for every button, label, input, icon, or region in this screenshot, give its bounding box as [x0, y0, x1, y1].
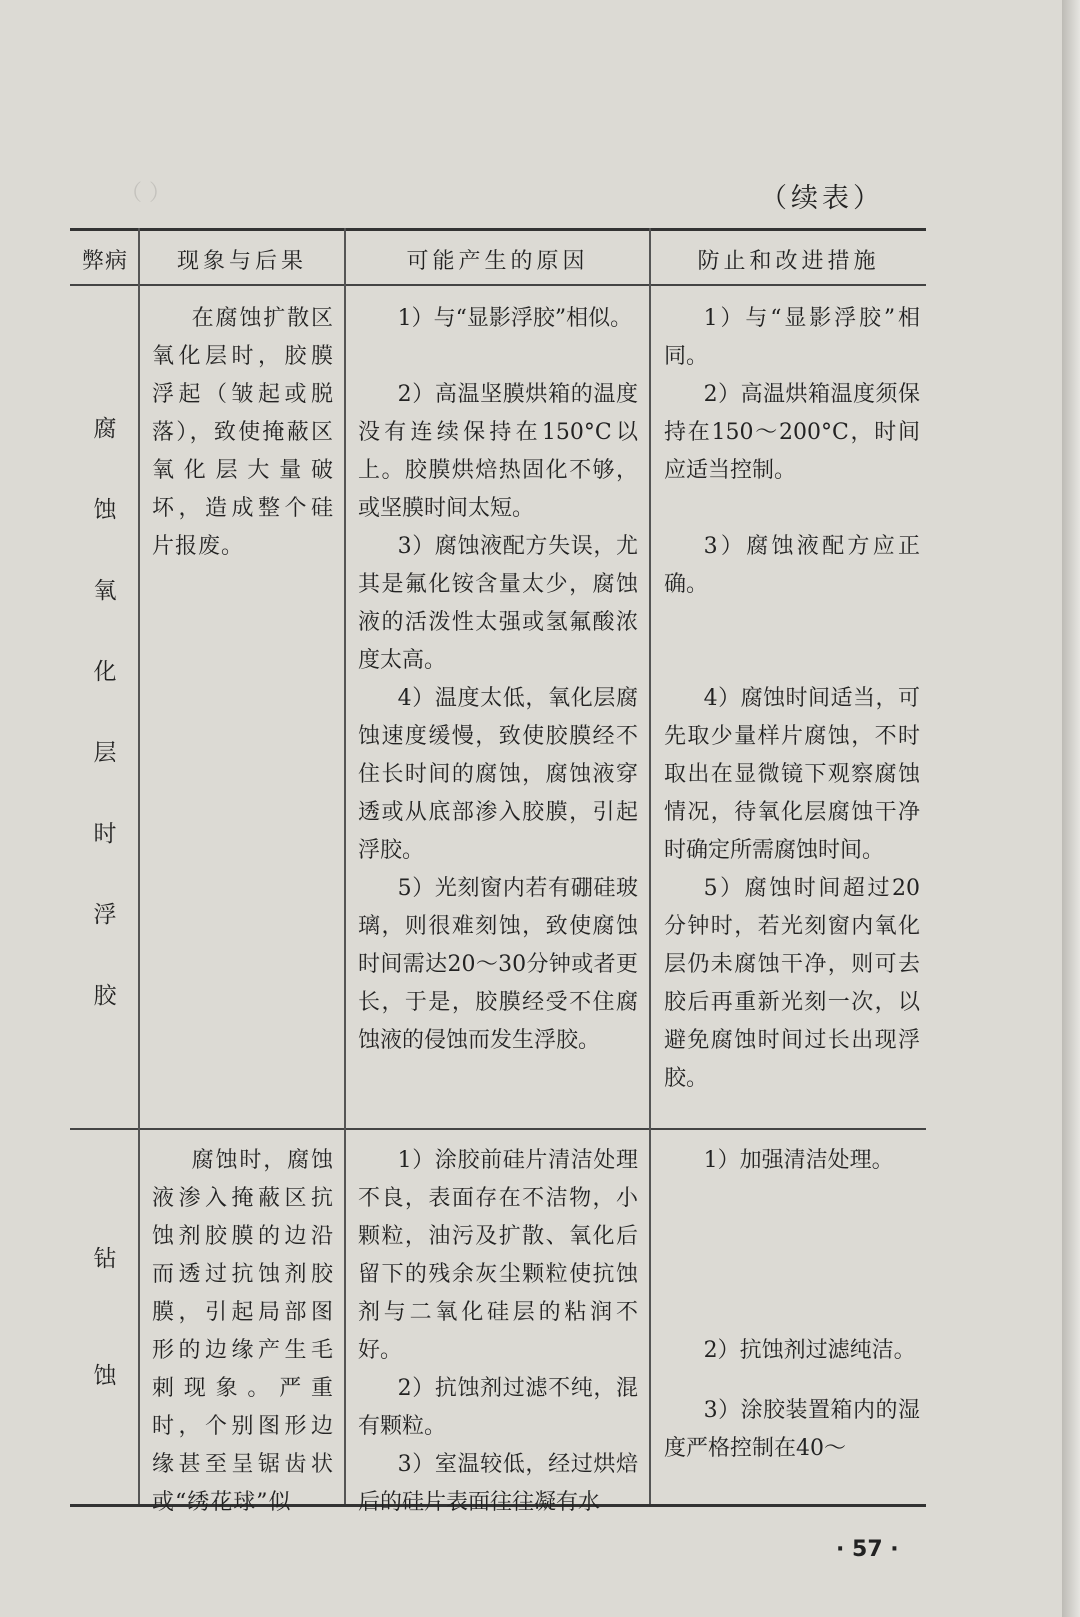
phenomenon-cell-row1 [152, 300, 334, 566]
measure-item: 5）腐蚀时间超过20分钟时，若光刻窗内氧化层仍未腐蚀干净，则可去胶后再重新光刻一次，以避免腐蚀时间过长出现浮胶。 [664, 876, 920, 1091]
cause-item: 1）涂胶前硅片清洁处理不良，表面存在不洁物，小颗粒，油污及扩散、氧化后留下的残余灰尘颗粒使抗蚀剂与二氧化硅层的粘润不好。 [358, 1148, 638, 1363]
page-edge [1062, 0, 1080, 1617]
table-row-divider [70, 1128, 926, 1130]
table-top-rule [70, 228, 926, 231]
measures-cell-row1 [664, 300, 920, 1098]
header-measures: 防止和改进措施 [697, 249, 880, 274]
cause-item: 2）高温坚膜烘箱的温度没有连续保持在150°C以上。胶膜烘焙热固化不够，或坚膜时间太短。 [358, 382, 638, 521]
measures-cell-row2 [664, 1142, 920, 1468]
table-header-rule [70, 284, 926, 286]
cause-item: 5）光刻窗内若有硼硅玻璃，则很难刻蚀，致使腐蚀时间需达20～30分钟或者更长，于是，胶膜经受不住腐蚀液的侵蚀而发生浮胶。 [358, 876, 638, 1053]
measure-item: 2）抗蚀剂过滤纯洁。 [703, 1338, 916, 1363]
defect-char: 化 [93, 659, 117, 685]
measure-item: 1）加强清洁处理。 [703, 1148, 894, 1173]
cause-item: 2）抗蚀剂过滤不纯，混有颗粒。 [358, 1376, 638, 1439]
defect-label-row2 [72, 1240, 138, 1390]
header-causes: 可能产生的原因 [406, 249, 589, 274]
cause-item: 4）温度太低，氧化层腐蚀速度缓慢，致使胶膜经不住长时间的腐蚀，腐蚀液穿透或从底部渗入胶膜，引起浮胶。 [358, 686, 638, 863]
column-divider [138, 228, 140, 1504]
bleed-through-text: （ ） [120, 181, 171, 206]
measure-item: 2）高温烘箱温度须保持在150～200°C，时间应适当控制。 [664, 382, 920, 483]
defect-label-row1 [72, 410, 138, 1010]
causes-cell-row1 [358, 300, 638, 1060]
cause-item: 3）室温较低，经过烘焙后的硅片表面往往凝有水 [358, 1452, 638, 1515]
defect-char: 时 [93, 821, 117, 847]
defect-char: 氧 [93, 578, 117, 604]
cause-item: 3）腐蚀液配方失误，尤其是氟化铵含量太少，腐蚀液的活泼性太强或氢氟酸浓度太高。 [358, 534, 638, 673]
phenomenon-text: 腐蚀时，腐蚀液渗入掩蔽区抗蚀剂胶膜的边沿而透过抗蚀剂胶膜，引起局部图形的边缘产生毛刺现象。严重时，个别图形边缘甚至呈锯齿状或“绣花球”似 [152, 1148, 334, 1515]
defect-char: 钻 [93, 1246, 117, 1272]
defect-char: 层 [93, 740, 117, 766]
continued-label: （续表） [760, 183, 884, 214]
measure-item: 4）腐蚀时间适当，可先取少量样片腐蚀，不时取出在显微镜下观察腐蚀情况，待氧化层腐蚀干净时确定所需腐蚀时间。 [664, 686, 920, 863]
measure-item: 3）涂胶装置箱内的湿度严格控制在40～ [664, 1398, 920, 1461]
defect-char: 蚀 [93, 497, 117, 523]
defect-char: 腐 [93, 416, 117, 442]
causes-cell-row2 [358, 1142, 638, 1522]
phenomenon-cell-row2 [152, 1142, 334, 1522]
defect-char: 蚀 [93, 1363, 117, 1389]
phenomenon-text: 在腐蚀扩散区氧化层时，胶膜浮起（皱起或脱落），致使掩蔽区氧化层大量破坏，造成整个硅片报废。 [152, 306, 334, 559]
column-divider [649, 228, 651, 1504]
page-number: · 57 · [836, 1537, 899, 1562]
measure-item: 3）腐蚀液配方应正确。 [664, 534, 920, 597]
defect-char: 浮 [93, 902, 117, 928]
cause-item: 1）与“显影浮胶”相似。 [397, 306, 633, 331]
measure-item: 1）与“显影浮胶”相同。 [664, 306, 920, 369]
header-phenomenon: 现象与后果 [176, 249, 307, 274]
column-divider [344, 228, 346, 1504]
header-defect: 弊病 [81, 249, 128, 274]
defect-char: 胶 [93, 983, 117, 1009]
